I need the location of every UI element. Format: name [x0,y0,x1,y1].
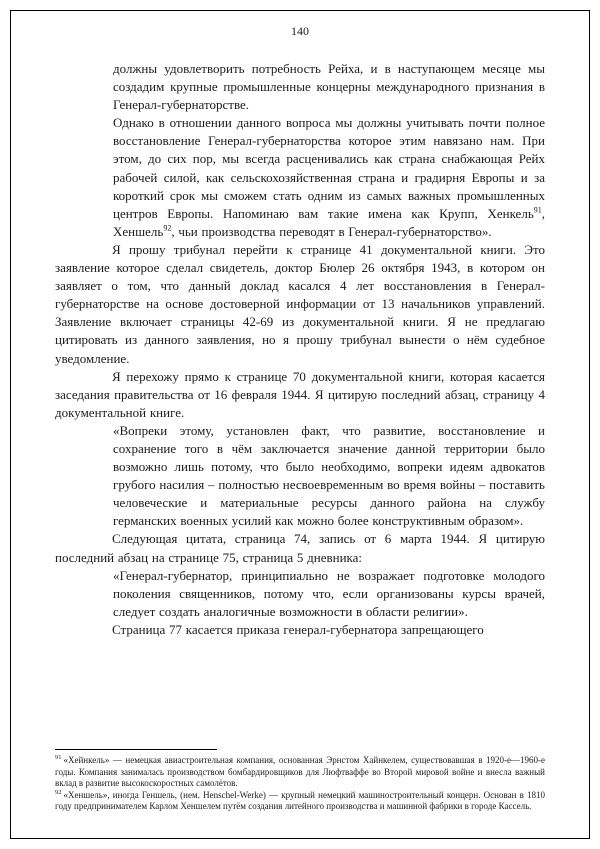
footnote-reference: 91 [533,205,542,215]
paragraph: Однако в отношении данного вопроса мы должны учитывать почти полное восстановление Генерал-губернаторства которое этим навязано нам. При этом, до сих пор, мы всегда расценивались как страна снабжающая Рейх рабочей силой, как сельскохозяйственная страна и градирня Европы и за короткий срок мы сможем стать одним из самых важных промышленных центров Европы. Напоминаю вам такие имена как Крупп, Хенкель$^{91}$, Хеншель$^{92}$, чьи производства переводят в Генерал-губернаторство». [113,115,545,239]
page-number: 140 [291,24,309,38]
footnote: $^{91}$ «Хейнкель» — немецкая авиастроительная компания, основанная Эрнстом Хайнкелем, существовавшая в 1920-е—1960-е годы. Компания занималась производством бомбардировщиков для Люфтваффе во Второй мировой войне и внесла важный вклад в развитие высокоскоростных самолётов. [55,754,545,789]
footnote-list [55,755,545,813]
footnote-separator [55,749,217,750]
paragraph: должны удовлетворить потребность Рейха, и в наступающем месяце мы создадим крупные промышленные концерны международного признания в Генерал-губернаторстве. [113,61,545,113]
body-text [55,60,545,639]
page-content [55,24,545,813]
footnotes-section [55,749,545,813]
paragraph: Я прошу трибунал перейти к странице 41 документальной книги. Это заявление которое сделал свидетель, доктор Бюлер 26 октября 1943, в котором он заявляет о том, что данный доклад касался 4 лет восстановления в Генерал-губернаторстве на основе достоверной информации от 13 начальников управлений. Заявление включает страницы 42-69 из документальной книги. Я не предлагаю цитировать из данного заявления, но я прошу трибунал вынести о нём судебное уведомление. [55,241,545,366]
paragraph: Следующая цитата, страница 74, запись от 6 марта 1944. Я цитирую последний абзац на странице 75, страница 5 дневника: [55,531,545,565]
paragraph: Страница 77 касается приказа генерал-губернатора запрещающего [112,621,484,637]
paragraph: «Вопреки этому, установлен факт, что развитие, восстановление и сохранение того в чём заключается значение данной территории было возможно лишь потому, что было необходимо, вопреки идеям адвокатов грубого насилия – полностью несвоевременным во время войны – поставить человеческие и материальные ресурсы данного района на службу германских военных усилий как можно более конструктивным образом». [113,422,545,529]
paragraph: Я перехожу прямо к странице 70 документальной книги, которая касается заседания правительства от 16 февраля 1944. Я цитирую последний абзац, страницу 4 документальной книге. [55,368,545,420]
footnote-number: 91 [55,754,62,762]
footnote-reference: 92 [163,223,172,233]
paragraph: «Генерал-губернатор, принципиально не возражает подготовке молодого поколения священников, потому что, если организованы курсы врачей, следует создать аналогичные возможности в области религии». [113,567,545,619]
footnote-number: 92 [55,788,62,796]
footnote: $^{92}$ «Хеншель», иногда Геншель, (нем. Henschel-Werke) — крупный немецкий машиностроительный концерн. Основан в 1810 году предпринимателем Карлом Хеншелем путём создания литейного производства и машинной фабрики в городе Кассель. [55,788,545,812]
